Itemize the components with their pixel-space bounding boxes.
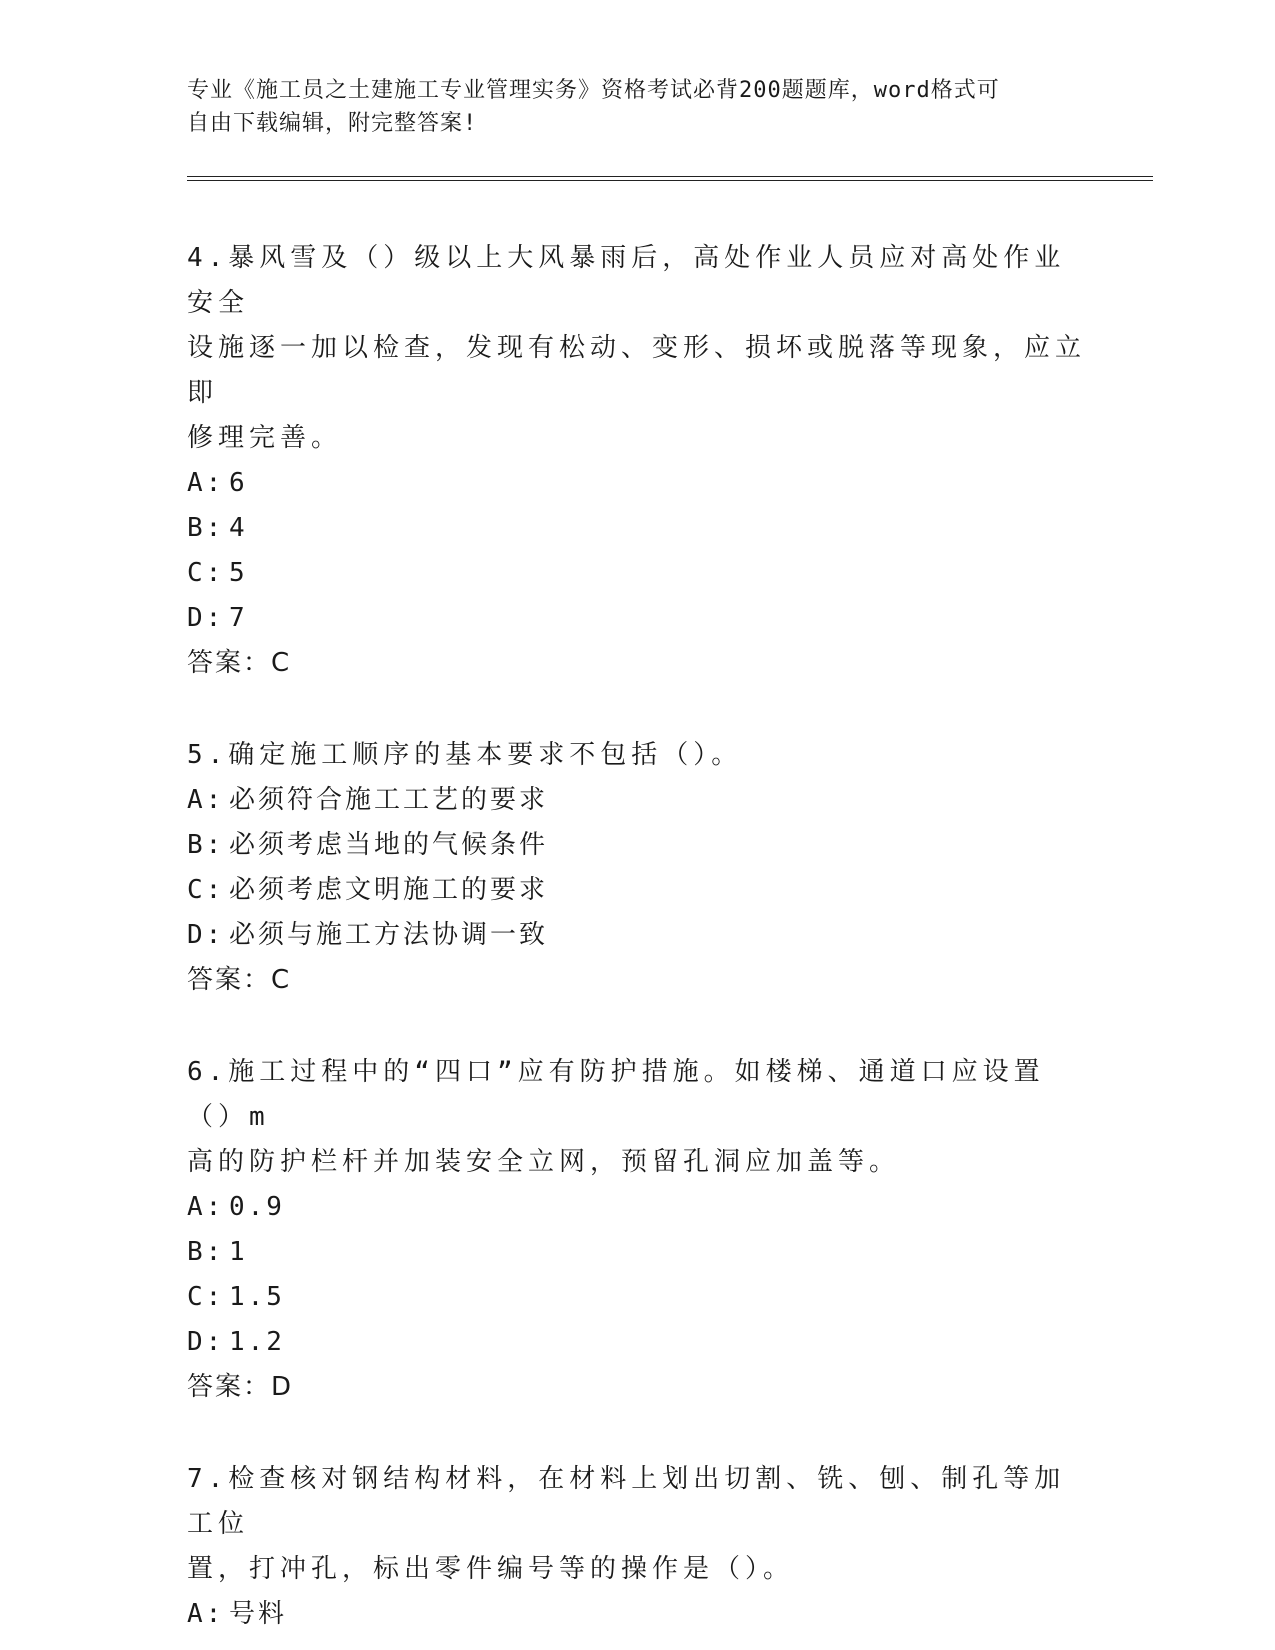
option-text: 必须考虑当地的气候条件 bbox=[229, 830, 549, 860]
option-text: 1 bbox=[229, 1237, 248, 1267]
header-divider bbox=[187, 176, 1153, 181]
option-text: 0.9 bbox=[229, 1192, 285, 1222]
option-b bbox=[187, 1230, 1087, 1275]
option-key: D: bbox=[187, 603, 225, 633]
option-b bbox=[187, 506, 1087, 551]
option-text: 号料 bbox=[229, 1599, 288, 1629]
header-line-1: 专业《施工员之土建施工专业管理实务》资格考试必背200题题库，word格式可 bbox=[187, 78, 1000, 103]
question-5 bbox=[187, 733, 1087, 1003]
option-c bbox=[187, 1275, 1087, 1320]
option-text: 7 bbox=[229, 603, 248, 633]
option-text: 1.5 bbox=[229, 1282, 285, 1312]
answer-line: 答案：C bbox=[187, 648, 292, 678]
option-key: A: bbox=[187, 1599, 225, 1629]
option-d bbox=[187, 596, 1087, 641]
question-text-line: 置，打冲孔，标出零件编号等的操作是（）。 bbox=[187, 1554, 795, 1584]
question-text-line: 4.暴风雪及（）级以上大风暴雨后，高处作业人员应对高处作业安全 bbox=[187, 243, 1066, 318]
option-key: B: bbox=[187, 513, 225, 543]
document-header bbox=[187, 74, 1067, 140]
option-d bbox=[187, 913, 1087, 958]
option-key: B: bbox=[187, 1237, 225, 1267]
question-text-line: 修理完善。 bbox=[187, 423, 343, 453]
option-text: 1.2 bbox=[229, 1327, 285, 1357]
question-spacer bbox=[187, 1003, 1087, 1050]
question-spacer bbox=[187, 1410, 1087, 1457]
question-text-line: 6.施工过程中的“四口”应有防护措施。如楼梯、通道口应设置（）m bbox=[187, 1057, 1045, 1132]
option-text: 5 bbox=[229, 558, 248, 588]
option-key: D: bbox=[187, 1327, 225, 1357]
question-list bbox=[187, 236, 1087, 1637]
option-key: A: bbox=[187, 785, 225, 815]
option-b bbox=[187, 823, 1087, 868]
option-a bbox=[187, 1592, 1087, 1637]
question-4 bbox=[187, 236, 1087, 686]
option-key: A: bbox=[187, 1192, 225, 1222]
question-6 bbox=[187, 1050, 1087, 1410]
option-text: 必须符合施工工艺的要求 bbox=[229, 785, 549, 815]
option-key: B: bbox=[187, 830, 225, 860]
header-line-2: 自由下载编辑，附完整答案! bbox=[187, 111, 478, 136]
option-text: 4 bbox=[229, 513, 248, 543]
option-a bbox=[187, 778, 1087, 823]
option-key: A: bbox=[187, 468, 225, 498]
option-c bbox=[187, 868, 1087, 913]
option-c bbox=[187, 551, 1087, 596]
option-a bbox=[187, 461, 1087, 506]
question-spacer bbox=[187, 686, 1087, 733]
answer-line: 答案：D bbox=[187, 1372, 294, 1402]
question-7 bbox=[187, 1457, 1087, 1637]
option-d bbox=[187, 1320, 1087, 1365]
question-text-line: 设施逐一加以检查，发现有松动、变形、损坏或脱落等现象，应立即 bbox=[187, 333, 1087, 408]
option-text: 必须与施工方法协调一致 bbox=[229, 920, 549, 950]
option-key: C: bbox=[187, 558, 225, 588]
option-a bbox=[187, 1185, 1087, 1230]
option-text: 必须考虑文明施工的要求 bbox=[229, 875, 549, 905]
option-key: C: bbox=[187, 875, 225, 905]
answer-line: 答案：C bbox=[187, 965, 292, 995]
question-text-line: 7.检查核对钢结构材料，在材料上划出切割、铣、刨、制孔等加工位 bbox=[187, 1464, 1066, 1539]
option-text: 6 bbox=[229, 468, 248, 498]
option-key: C: bbox=[187, 1282, 225, 1312]
question-text-line: 高的防护栏杆并加装安全立网，预留孔洞应加盖等。 bbox=[187, 1147, 901, 1177]
option-key: D: bbox=[187, 920, 225, 950]
question-text-line: 5.确定施工顺序的基本要求不包括（）。 bbox=[187, 740, 743, 770]
